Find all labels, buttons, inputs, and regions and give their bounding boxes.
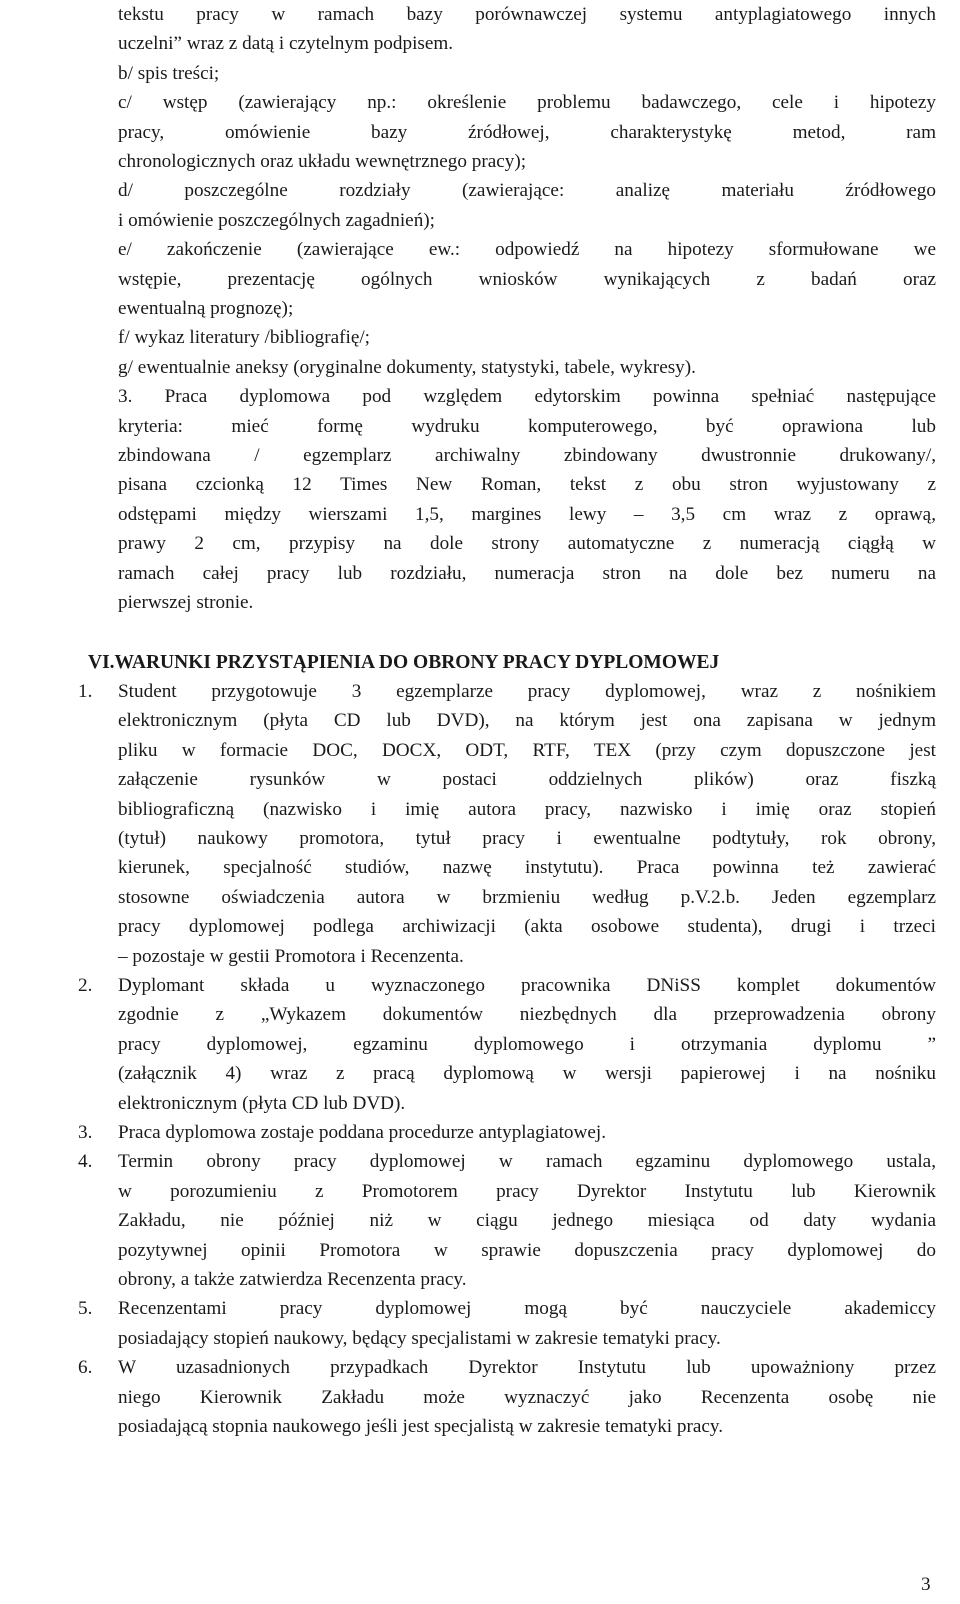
- text-line: i omówienie poszczególnych zagadnień);: [118, 209, 436, 231]
- list-item-line: załączenie rysunków w postaci oddzielnych plików) oraz fiszką: [118, 769, 936, 791]
- list-item-number: 5.: [78, 1298, 93, 1320]
- list-item-number: 1.: [78, 681, 93, 702]
- list-item-line: stosowne oświadczenia autora w brzmieniu według p.V.2.b. Jeden egzemplarz: [118, 886, 936, 908]
- text-line: d/ poszczególne rozdziały (zawierające: analizę materiału źródłowego: [118, 180, 936, 202]
- list-item-line: pracy dyplomowej, egzaminu dyplomowego i otrzymania dyplomu ”: [118, 1033, 936, 1055]
- list-item-line: posiadający stopień naukowy, będący specjalistami w zakresie tematyki pracy.: [118, 1327, 721, 1349]
- list-item-line: Dyplomant składa u wyznaczonego pracownika DNiSS komplet dokumentów: [118, 975, 936, 996]
- list-item-line: pracy dyplomowej podlega archiwizacji (akta osobowe studenta), drugi i trzeci: [118, 916, 936, 938]
- list-item-line: obrony, a także zatwierdza Recenzenta pracy.: [118, 1269, 467, 1290]
- list-item-line: pliku w formacie DOC, DOCX, ODT, RTF, TEX (przy czym dopuszczone jest: [118, 739, 936, 761]
- list-item-line: Zakładu, nie później niż w ciągu jednego miesiąca od daty wydania: [118, 1210, 936, 1232]
- list-item-line: Recenzentami pracy dyplomowej mogą być nauczyciele akademiccy: [118, 1298, 936, 1320]
- list-item-line: elektronicznym (płyta CD lub DVD), na którym jest ona zapisana w jednym: [118, 710, 936, 732]
- text-line: pisana czcionką 12 Times New Roman, tekst z obu stron wyjustowany z: [118, 474, 936, 496]
- text-line: wstępie, prezentację ogólnych wniosków wynikających z badań oraz: [118, 268, 936, 290]
- list-item-line: Praca dyplomowa zostaje poddana procedurze antyplagiatowej.: [118, 1122, 607, 1143]
- list-item-line: Termin obrony pracy dyplomowej w ramach egzaminu dyplomowego ustala,: [118, 1151, 936, 1173]
- section-heading: VI.WARUNKI PRZYSTĄPIENIA DO OBRONY PRACY DYPLOMOWEJ: [88, 652, 720, 673]
- list-item-line: elektronicznym (płyta CD lub DVD).: [118, 1092, 406, 1114]
- list-item-number: 3.: [78, 1122, 93, 1143]
- text-line: kryteria: mieć formę wydruku komputerowego, być oprawiona lub: [118, 415, 936, 437]
- list-item-number: 4.: [78, 1151, 93, 1173]
- list-item-line: (załącznik 4) wraz z pracą dyplomową w wersji papierowej i na nośniku: [118, 1063, 936, 1085]
- text-line: tekstu pracy w ramach bazy porównawczej systemu antyplagiatowego innych: [118, 4, 936, 25]
- list-item-line: w porozumieniu z Promotorem pracy Dyrektor Instytutu lub Kierownik: [118, 1180, 936, 1202]
- list-item-line: W uzasadnionych przypadkach Dyrektor Instytutu lub upoważniony przez: [118, 1357, 936, 1379]
- text-line: prawy 2 cm, przypisy na dole strony automatyczne z numeracją ciągłą w: [118, 533, 936, 555]
- list-item-line: – pozostaje w gestii Promotora i Recenzenta.: [118, 945, 464, 967]
- list-item-number: 6.: [78, 1357, 93, 1379]
- list-item-line: niego Kierownik Zakładu może wyznaczyć jako Recenzenta osobę nie: [118, 1386, 936, 1408]
- text-line: ewentualną prognozę);: [118, 298, 294, 319]
- list-item-line: zgodnie z „Wykazem dokumentów niezbędnych dla przeprowadzenia obrony: [118, 1004, 936, 1026]
- text-line: uczelni” wraz z datą i czytelnym podpisem.: [118, 33, 454, 55]
- text-line: g/ ewentualnie aneksy (oryginalne dokumenty, statystyki, tabele, wykresy).: [118, 356, 696, 378]
- text-line: ramach całej pracy lub rozdziału, numeracja stron na dole bez numeru na: [118, 562, 936, 584]
- text-line: pracy, omówienie bazy źródłowej, charakterystykę metod, ram: [118, 121, 936, 143]
- list-item-line: posiadającą stopnia naukowego jeśli jest specjalistą w zakresie tematyki pracy.: [118, 1416, 724, 1437]
- list-item-line: pozytywnej opinii Promotora w sprawie dopuszczenia pracy dyplomowej do: [118, 1239, 936, 1261]
- text-line: chronologicznych oraz układu wewnętrznego pracy);: [118, 151, 527, 172]
- text-line: c/ wstęp (zawierający np.: określenie problemu badawczego, cele i hipotezy: [118, 92, 936, 114]
- page-number: 3: [921, 1574, 931, 1595]
- text-line: f/ wykaz literatury /bibliografię/;: [118, 327, 371, 349]
- list-item-line: (tytuł) naukowy promotora, tytuł pracy i ewentualne podtytuły, rok obrony,: [118, 828, 936, 849]
- text-line: b/ spis treści;: [118, 62, 220, 84]
- text-line: pierwszej stronie.: [118, 592, 254, 613]
- list-item-line: kierunek, specjalność studiów, nazwę instytutu). Praca powinna też zawierać: [118, 857, 936, 879]
- list-item-number: 2.: [78, 975, 93, 996]
- text-line: 3. Praca dyplomowa pod względem edytorskim powinna spełniać następujące: [118, 386, 936, 408]
- text-line: odstępami między wierszami 1,5, margines lewy – 3,5 cm wraz z oprawą,: [118, 503, 936, 525]
- text-line: zbindowana / egzemplarz archiwalny zbindowany dwustronnie drukowany/,: [118, 445, 936, 466]
- list-item-line: Student przygotowuje 3 egzemplarze pracy dyplomowej, wraz z nośnikiem: [118, 681, 936, 702]
- list-item-line: bibliograficzną (nazwisko i imię autora pracy, nazwisko i imię oraz stopień: [118, 798, 936, 820]
- text-line: e/ zakończenie (zawierające ew.: odpowiedź na hipotezy sformułowane we: [118, 239, 936, 261]
